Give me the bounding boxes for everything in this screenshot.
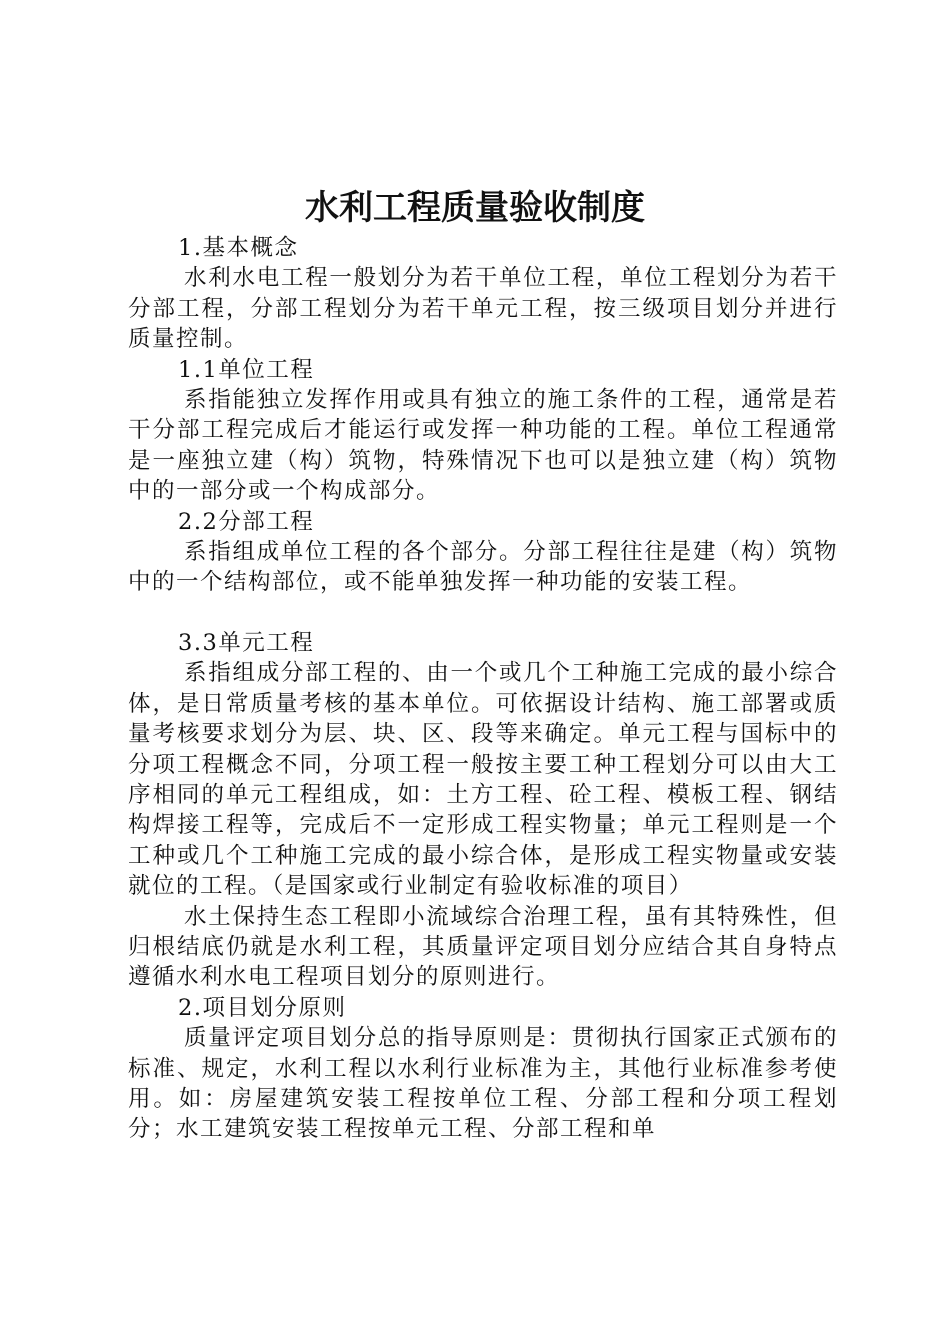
section-heading-basic-concept: 1.基本概念 [178, 235, 299, 261]
document-title: 水利工程质量验收制度 [305, 188, 645, 228]
document-body [128, 233, 838, 1145]
paragraph-division-project: 系指组成单位工程的各个部分。分部工程往往是建（构）筑物中的一个结构部位，或不能单独发挥一种功能的安装工程。 [128, 539, 838, 596]
paragraph-element-project: 系指组成分部工程的、由一个或几个工种施工完成的最小综合体，是日常质量考核的基本单位。可依据设计结构、施工部署或质量考核要求划分为层、块、区、段等来确定。单元工程与国标中的分项工程概念不同，分项工程一般按主要工种工程划分可以由大工序相同的单元工程组成，如：土方工程、砼工程、模板工程、钢结构焊接工程等，完成后不一定形成工程实物量；单元工程则是一个工种或几个工种施工完成的最小综合体，是形成工程实物量或安装就位的工程。（是国家或行业制定有验收标准的项目） [128, 660, 838, 900]
section-heading-division-principles: 2.项目划分原则 [178, 994, 347, 1021]
paragraph-unit-project: 系指能独立发挥作用或具有独立的施工条件的工程，通常是若干分部工程完成后才能运行或发挥一种功能的工程。单位工程通常是一座独立建（构）筑物，特殊情况下也可以是独立建（构）筑物中的一部分或一个构成部分。 [128, 387, 838, 505]
paragraph-soil-conservation: 水土保持生态工程即小流域综合治理工程，虽有其特殊性，但归根结底仍就是水利工程，其质量评定项目划分应结合其自身特点遵循水利水电工程项目划分的原则进行。 [128, 903, 838, 991]
paragraph-overview: 水利水电工程一般划分为若干单位工程，单位工程划分为若干分部工程，分部工程划分为若干单元工程，按三级项目划分并进行质量控制。 [128, 265, 838, 353]
section-heading-element-project: 3.3单元工程 [178, 629, 315, 656]
paragraph-gap [128, 598, 838, 628]
section-heading-unit-project: 1.1单位工程 [178, 356, 315, 383]
section-heading-division-project: 2.2分部工程 [178, 508, 315, 535]
paragraph-division-principles: 质量评定项目划分总的指导原则是：贯彻执行国家正式颁布的标准、规定，水利工程以水利行业标准为主，其他行业标准参考使用。如：房屋建筑安装工程按单位工程、分部工程和分项工程划分；水工建筑安装工程按单元工程、分部工程和单 [128, 1025, 838, 1143]
